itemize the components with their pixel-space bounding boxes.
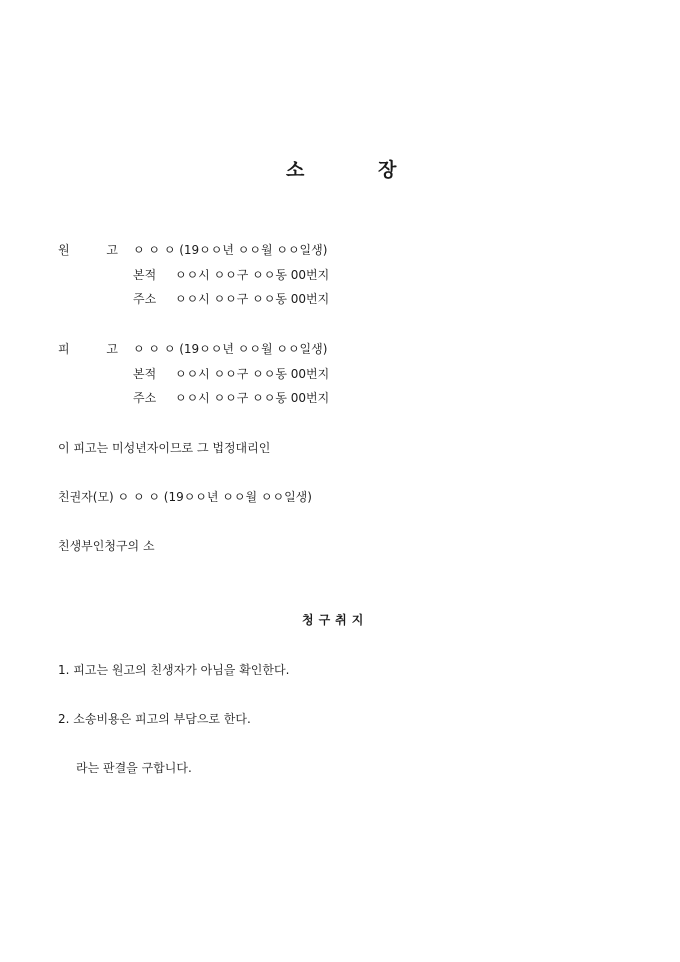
defendant-name: ㅇ ㅇ ㅇ (19ㅇㅇ년 ㅇㅇ월 ㅇㅇ일생) bbox=[133, 342, 328, 356]
plaintiff-label bbox=[58, 242, 118, 258]
defendant-domicile: ㅇㅇ시 ㅇㅇ구 ㅇㅇ동 00번지 bbox=[175, 367, 330, 381]
defendant-address-label: 주소 bbox=[133, 391, 157, 405]
defendant-label-char-2: 고 bbox=[106, 342, 118, 356]
claim-item-2: 2. 소송비용은 피고의 부담으로 한다. bbox=[58, 712, 251, 726]
defendant-domicile-label: 본적 bbox=[133, 367, 157, 381]
case-name: 친생부인청구의 소 bbox=[58, 539, 155, 553]
plaintiff-domicile: ㅇㅇ시 ㅇㅇ구 ㅇㅇ동 00번지 bbox=[175, 268, 330, 282]
plaintiff-name: ㅇ ㅇ ㅇ (19ㅇㅇ년 ㅇㅇ월 ㅇㅇ일생) bbox=[133, 243, 328, 257]
defendant-label-char-1: 피 bbox=[58, 342, 70, 356]
plaintiff-address-label: 주소 bbox=[133, 292, 157, 306]
plaintiff-label-char-1: 원 bbox=[58, 243, 70, 257]
defendant-label bbox=[58, 341, 118, 357]
claim-item-1: 1. 피고는 원고의 친생자가 아님을 확인한다. bbox=[58, 663, 290, 677]
plaintiff-domicile-label: 본적 bbox=[133, 268, 157, 282]
claim-heading: 청구취지 bbox=[302, 613, 369, 627]
plaintiff-label-char-2: 고 bbox=[106, 243, 118, 257]
document-title-char-2: 장 bbox=[378, 159, 397, 181]
plaintiff-address: ㅇㅇ시 ㅇㅇ구 ㅇㅇ동 00번지 bbox=[175, 292, 330, 306]
minor-note: 이 피고는 미성년자이므로 그 법정대리인 bbox=[58, 441, 271, 455]
defendant-address: ㅇㅇ시 ㅇㅇ구 ㅇㅇ동 00번지 bbox=[175, 391, 330, 405]
guardian-line: 친권자(모) ㅇ ㅇ ㅇ (19ㅇㅇ년 ㅇㅇ월 ㅇㅇ일생) bbox=[58, 490, 312, 504]
document-title-char-1: 소 bbox=[286, 159, 305, 181]
closing-statement: 라는 판결을 구합니다. bbox=[76, 761, 192, 775]
